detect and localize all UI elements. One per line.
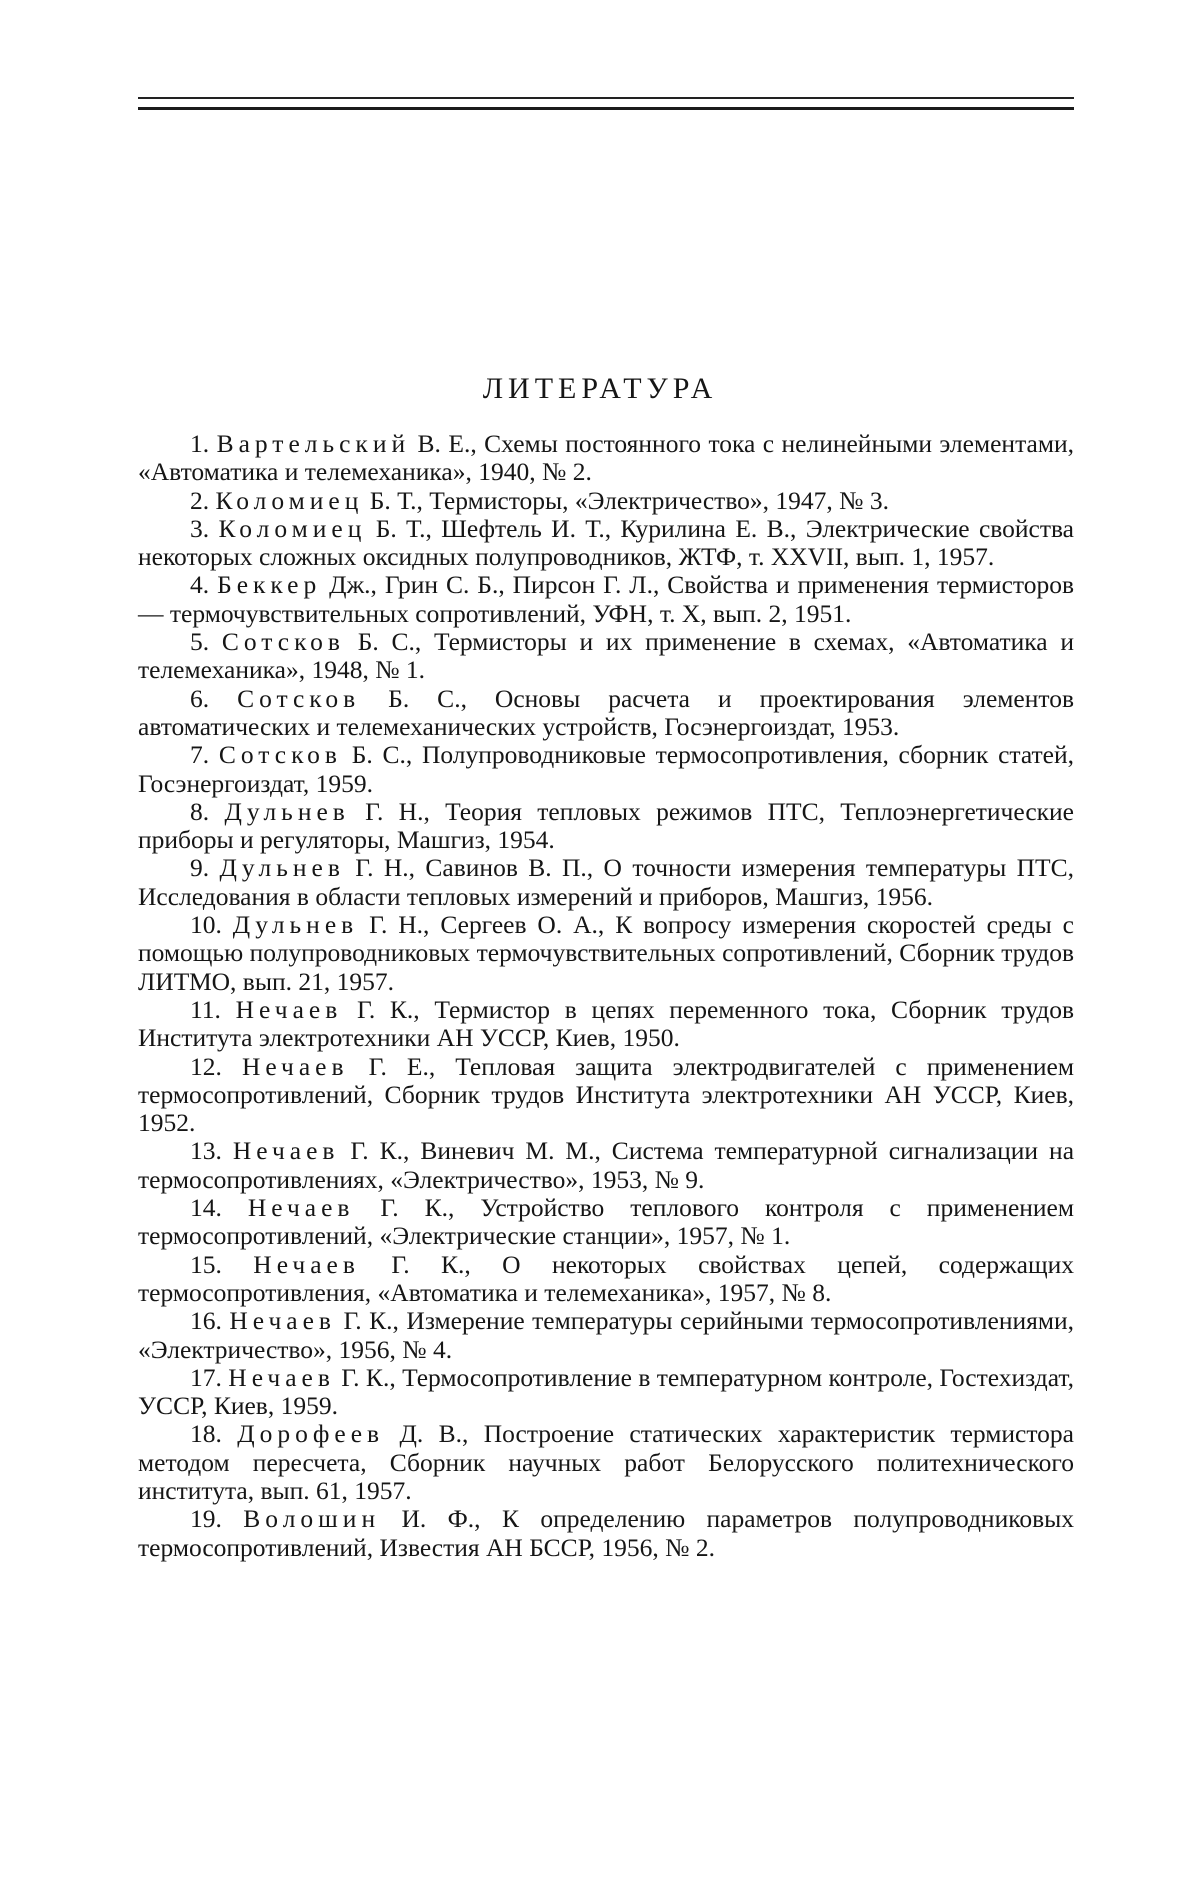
reference-author: Волошин bbox=[243, 1504, 380, 1533]
page-heading: ЛИТЕРАТУРА bbox=[0, 372, 1200, 406]
reference-number: 18. bbox=[190, 1419, 222, 1448]
reference-number: 17. bbox=[190, 1363, 222, 1392]
reference-details: Д. В., Построение статических характеристик термистора методом пересчета, Сборник научных работ Белорусского политехнического института, вып. 61, 1957. bbox=[138, 1419, 1074, 1505]
reference-details: Б. Т., Термисторы, «Электричество», 1947, № 3. bbox=[363, 486, 889, 515]
reference-details: Б. С., Основы расчета и проектирования элементов автоматических и телемеханических устройств, Госэнергоиздат, 1953. bbox=[138, 684, 1074, 741]
reference-number: 15. bbox=[190, 1250, 222, 1279]
reference-item bbox=[138, 1420, 1074, 1505]
reference-item bbox=[138, 911, 1074, 996]
top-rule bbox=[138, 97, 1074, 111]
reference-author: Нечаев bbox=[236, 995, 343, 1024]
reference-item bbox=[138, 1194, 1074, 1251]
reference-number: 6. bbox=[190, 684, 209, 713]
reference-item bbox=[138, 1251, 1074, 1308]
reference-author: Нечаев bbox=[248, 1193, 355, 1222]
reference-author: Нечаев bbox=[233, 1136, 340, 1165]
reference-item bbox=[138, 1505, 1074, 1562]
reference-details: Г. Н., Савинов В. П., О точности измерения температуры ПТС, Исследования в области тепловых измерений и приборов, Машгиз, 1956. bbox=[138, 853, 1074, 910]
reference-details: Дж., Грин С. Б., Пирсон Г. Л., Свойства и применения термисторов — термочувствительных сопротивлений, УФН, т. X, вып. 2, 1951. bbox=[138, 570, 1074, 627]
reference-number: 5. bbox=[190, 627, 209, 656]
reference-item bbox=[138, 798, 1074, 855]
reference-author: Нечаев bbox=[229, 1306, 336, 1335]
top-rule-thick-line bbox=[138, 107, 1074, 110]
reference-number: 1. bbox=[190, 429, 209, 458]
reference-author: Коломиец bbox=[216, 486, 364, 515]
reference-details: Г. К., Виневич М. М., Система температурной сигнализации на термосопротивлениях, «Электричество», 1953, № 9. bbox=[138, 1136, 1074, 1193]
reference-number: 19. bbox=[190, 1504, 222, 1533]
reference-author: Нечаев bbox=[228, 1363, 335, 1392]
reference-item bbox=[138, 741, 1074, 798]
reference-details: Б. С., Термисторы и их применение в схемах, «Автоматика и телемеханика», 1948, № 1. bbox=[138, 627, 1074, 684]
reference-author: Нечаев bbox=[242, 1052, 349, 1081]
reference-details: В. Е., Схемы постоянного тока с нелинейными элементами, «Автоматика и телемеханика», 1940, № 2. bbox=[138, 429, 1074, 486]
reference-item bbox=[138, 1053, 1074, 1138]
reference-number: 10. bbox=[190, 910, 222, 939]
reference-number: 12. bbox=[190, 1052, 222, 1081]
reference-item bbox=[138, 515, 1074, 572]
reference-author: Дорофеев bbox=[237, 1419, 384, 1448]
reference-details: Г. К., Измерение температуры серийными термосопротивлениями, «Электричество», 1956, № 4. bbox=[138, 1306, 1074, 1363]
reference-item bbox=[138, 996, 1074, 1053]
reference-item bbox=[138, 628, 1074, 685]
top-rule-thin-line bbox=[138, 97, 1074, 99]
reference-author: Дульнев bbox=[233, 910, 358, 939]
reference-number: 13. bbox=[190, 1136, 222, 1165]
reference-list bbox=[138, 430, 1074, 1562]
reference-number: 3. bbox=[190, 514, 209, 543]
reference-details: Г. Е., Тепловая защита электродвигателей с применением термосопротивлений, Сборник трудов Института электротехники АН УССР, Киев, 1952. bbox=[138, 1052, 1074, 1138]
reference-details: Г. Н., Сергеев О. А., К вопросу измерения скоростей среды с помощью полупроводниковых термочувствительных сопротивлений, Сборник трудов ЛИТМО, вып. 21, 1957. bbox=[138, 910, 1074, 996]
reference-author: Вартельский bbox=[217, 429, 411, 458]
reference-item bbox=[138, 1364, 1074, 1421]
reference-item bbox=[138, 430, 1074, 487]
reference-author: Коломиец bbox=[218, 514, 366, 543]
reference-details: Г. К., Устройство теплового контроля с применением термосопротивлений, «Электрические станции», 1957, № 1. bbox=[138, 1193, 1074, 1250]
reference-number: 9. bbox=[190, 853, 209, 882]
reference-details: И. Ф., К определению параметров полупроводниковых термосопротивлений, Известия АН БССР, 1956, № 2. bbox=[138, 1504, 1074, 1561]
reference-details: Г. К., О некоторых свойствах цепей, содержащих термосопротивления, «Автоматика и телемеханика», 1957, № 8. bbox=[138, 1250, 1074, 1307]
reference-author: Сотсков bbox=[219, 740, 342, 769]
reference-details: Г. К., Термосопротивление в температурном контроле, Гостехиздат, УССР, Киев, 1959. bbox=[138, 1363, 1074, 1420]
reference-item bbox=[138, 854, 1074, 911]
reference-author: Беккер bbox=[217, 570, 321, 599]
reference-item bbox=[138, 487, 1074, 515]
reference-number: 4. bbox=[190, 570, 209, 599]
reference-author: Дульнев bbox=[220, 853, 345, 882]
reference-number: 14. bbox=[190, 1193, 222, 1222]
reference-item bbox=[138, 1137, 1074, 1194]
reference-details: Б. С., Полупроводниковые термосопротивления, сборник статей, Госэнергоиздат, 1959. bbox=[138, 740, 1074, 797]
reference-author: Сотсков bbox=[222, 627, 345, 656]
reference-details: Б. Т., Шефтель И. Т., Курилина Е. В., Электрические свойства некоторых сложных оксидных полупроводников, ЖТФ, т. XXVII, вып. 1, 1957. bbox=[138, 514, 1074, 571]
reference-number: 2. bbox=[190, 486, 209, 515]
reference-item bbox=[138, 685, 1074, 742]
reference-author: Сотсков bbox=[237, 684, 360, 713]
reference-author: Дульнев bbox=[224, 797, 349, 826]
reference-number: 11. bbox=[190, 995, 221, 1024]
reference-number: 7. bbox=[190, 740, 209, 769]
reference-number: 16. bbox=[190, 1306, 222, 1335]
reference-item bbox=[138, 1307, 1074, 1364]
reference-details: Г. Н., Теория тепловых режимов ПТС, Теплоэнергетические приборы и регуляторы, Машгиз, 1954. bbox=[138, 797, 1074, 854]
reference-item bbox=[138, 571, 1074, 628]
reference-author: Нечаев bbox=[253, 1250, 360, 1279]
reference-details: Г. К., Термистор в цепях переменного тока, Сборник трудов Института электротехники АН УССР, Киев, 1950. bbox=[138, 995, 1074, 1052]
reference-number: 8. bbox=[190, 797, 209, 826]
